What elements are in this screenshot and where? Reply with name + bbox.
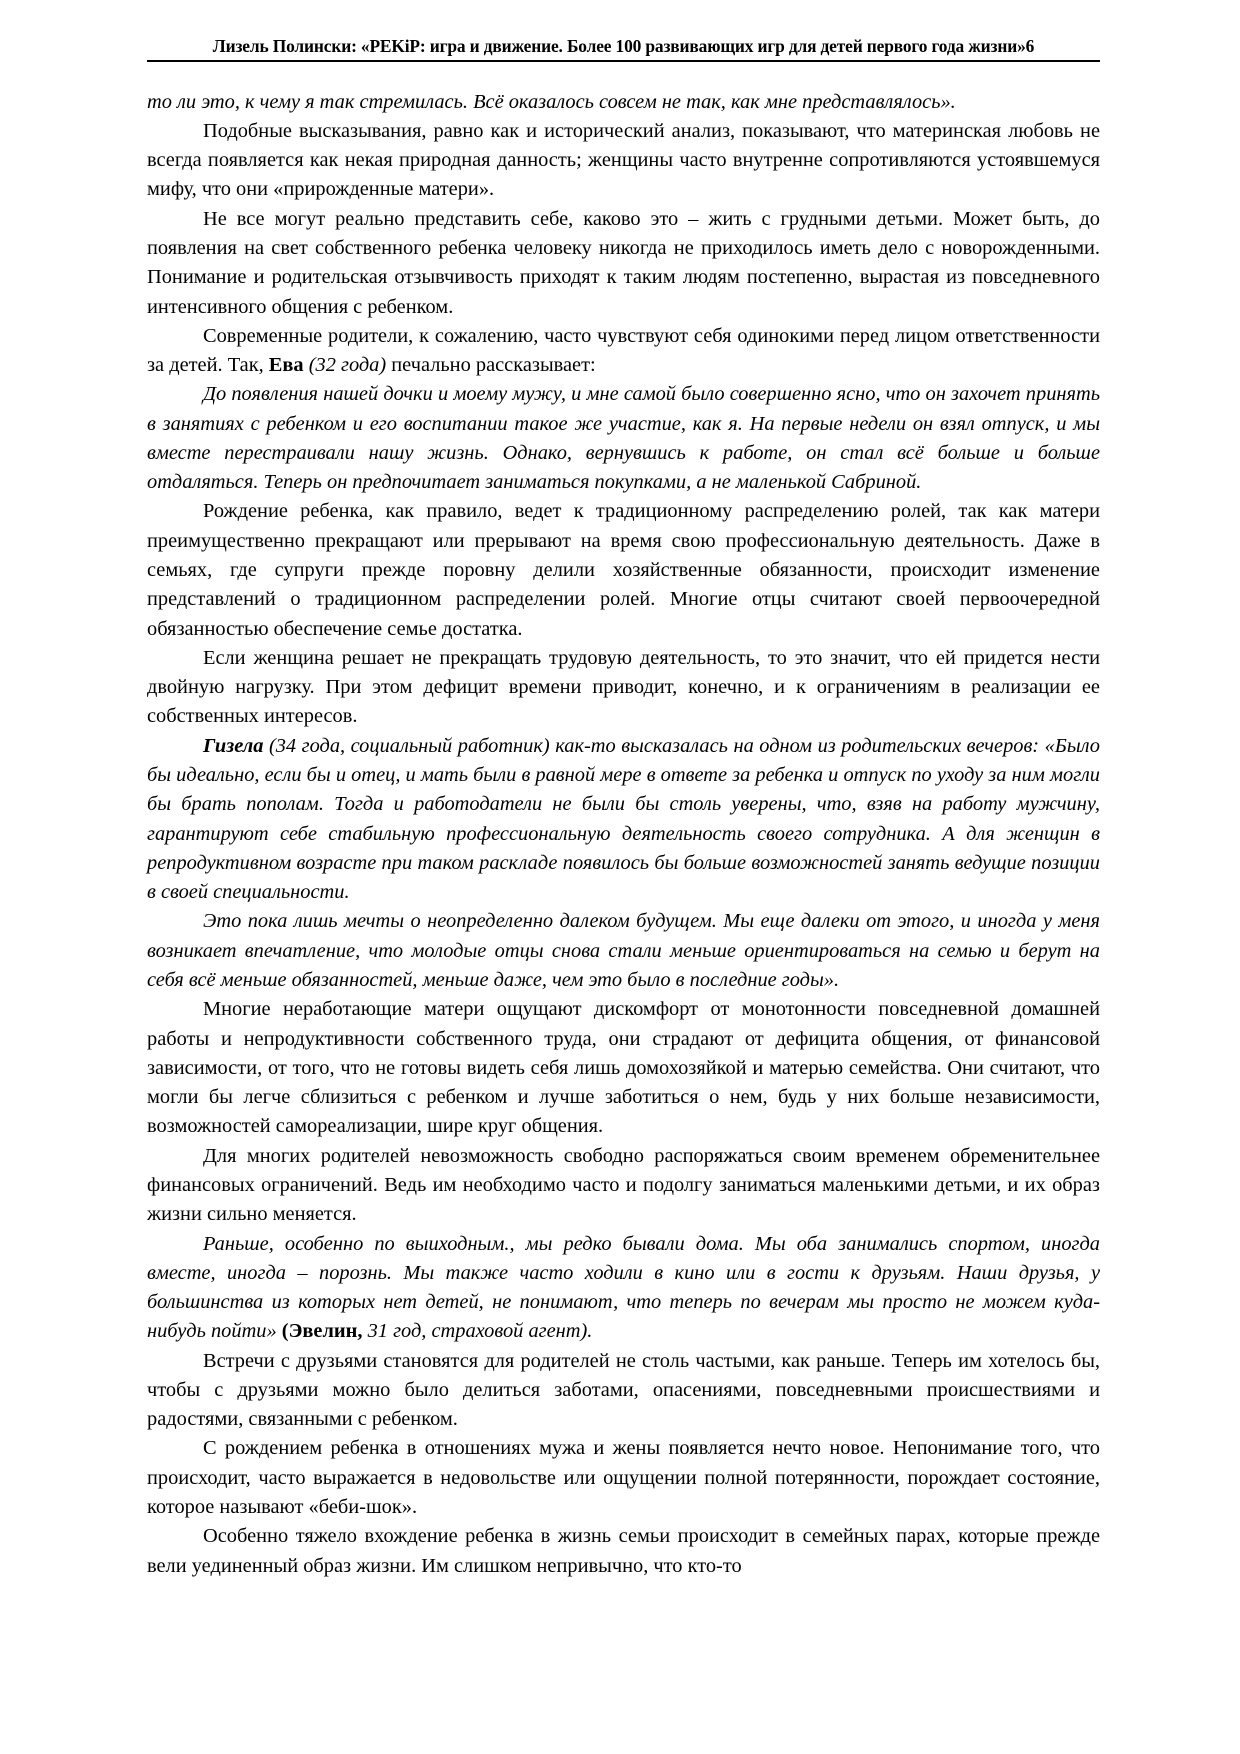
document-body bbox=[147, 88, 1100, 1581]
running-header-text bbox=[147, 36, 1100, 57]
gisela-quote-body: как-то высказалась на одном из родительских вечеров: «Было бы идеально, если бы и отец, и мать были в равной мере в ответе за ребенка и отпуск по уходу за ним могли бы брать пополам. Тогда и работодатели не были бы столь уверены, что, взяв на работу мужчину, гарантируют себе стабильную профессиональную деятельность своего сотрудника. А для женщин в репродуктивном возрасте при таком раскладе появилось бы больше возможностей занять ведущие позиции в своей специальности. bbox=[147, 734, 1100, 904]
speaker-age-gisela: (34 года, социальный работник) bbox=[263, 734, 550, 757]
paragraph-quote-eva: До появления нашей дочки и моему мужу, и мне самой было совершенно ясно, что он захочет принять в занятиях с ребенком и его воспитании такое же участие, как я. На первые недели он взял отпуск, и мы вместе перестраивали нашу жизнь. Однако, вернувшись к работе, он стал всё больше и больше отдаляться. Теперь он предпочитает заниматься покупками, а не маленькой Сабриной. bbox=[147, 383, 1100, 494]
eva-intro-lead: Современные родители, к сожалению, часто чувствуют себя одинокими перед лицом ответственности за детей. Так, bbox=[147, 324, 1100, 377]
paragraph-similar-statements: Подобные высказывания, равно как и исторический анализ, показывают, что материнская любовь не всегда появляется как некая природная данность; женщины часто внутренне сопротивляются устоявшемуся мифу, что они «прирожденные матери». bbox=[147, 119, 1100, 201]
evelyn-quote-body: Раньше, особенно по выиходным., мы редко бывали дома. Мы оба занимались спортом, иногда вместе, иногда – порознь. Мы также часто ходили в кино или в гости к друзьям. Наши друзья, у большинства из которых нет детей, не понимают, что теперь по вечерам мы просто не можем куда-нибудь пойти» bbox=[147, 1232, 1100, 1343]
paragraph-nonworking-mothers: Многие неработающие матери ощущают дискомфорт от монотонности повседневной домашней работы и непродуктивности собственного труда, они страдают от дефицита общения, от финансовой зависимости, от того, что не готовы видеть себя лишь домохозяйкой и матерью семейства. Они считают, что могли бы легче сблизиться с ребенком и лучше заботиться о нем, будь у них больше независимости, возможностей самореализации, шире круг общения. bbox=[147, 998, 1100, 1138]
paragraph-time-constraints: Для многих родителей невозможность свободно распоряжаться своим временем обременительнее финансовых ограничений. Ведь им необходимо часто и подолгу заниматься маленькими детьми, и их образ жизни сильно меняется. bbox=[147, 1144, 1100, 1226]
speaker-name-evelyn: (Эвелин, bbox=[281, 1320, 363, 1343]
paragraph-quote-continuation: то ли это, к чему я так стремилась. Всё оказалось совсем не так, как мне представлялось». bbox=[147, 90, 956, 113]
paragraph-double-burden: Если женщина решает не прекращать трудовую деятельность, то это значит, что ей придется нести двойную нагрузку. При этом дефицит времени приводит, конечно, и к ограничениям в реализации ее собственных интересов. bbox=[147, 646, 1100, 728]
speaker-attribution-evelyn: 31 год, страховой агент). bbox=[362, 1320, 593, 1343]
paragraph-gisela-quote bbox=[147, 732, 1100, 908]
speaker-name-eva: Ева bbox=[268, 354, 304, 377]
paragraph-eva-intro bbox=[147, 322, 1100, 381]
paragraph-baby-shock: С рождением ребенка в отношениях мужа и жены появляется нечто новое. Непонимание того, что происходит, часто выражается в недовольстве или ощущении полной потерянности, порождает состояние, которое называют «беби-шок». bbox=[147, 1437, 1100, 1519]
paragraph-meeting-friends: Встречи с друзьями становятся для родителей не столь частыми, как раньше. Теперь им хотелось бы, чтобы с друзьями можно было делиться заботами, опасениями, повседневными происшествиями и радостями, связанными с ребенком. bbox=[147, 1349, 1100, 1431]
paragraph-secluded-couples: Особенно тяжело вхождение ребенка в жизнь семьи происходит в семейных парах, которые прежде вели уединенный образ жизни. Им слишком непривычно, что кто-то bbox=[147, 1525, 1100, 1577]
speaker-age-eva: (32 года) bbox=[303, 354, 387, 377]
running-header bbox=[147, 36, 1100, 62]
speaker-name-gisela: Гизела bbox=[203, 734, 264, 757]
paragraph-role-distribution: Рождение ребенка, как правило, ведет к традиционному распределению ролей, так как матери преимущественно прекращают или прерывают на время свою профессиональную деятельность. Даже в семьях, где супруги прежде поровну делили хозяйственные обязанности, происходит изменение представлений о традиционном распределении ролей. Многие отцы считают своей первоочередной обязанностью обеспечение семье достатка. bbox=[147, 500, 1100, 640]
page-number: 6 bbox=[1025, 36, 1035, 56]
paragraph-not-everyone-imagines: Не все могут реально представить себе, каково это – жить с грудными детьми. Может быть, до появления на свет собственного ребенка человеку никогда не приходилось иметь дело с новорожденными. Понимание и родительская отзывчивость приходят к таким людям постепенно, вырастая из повседневного интенсивного общения с ребенком. bbox=[147, 207, 1100, 318]
running-title: Лизель Полински: «PEKiP: игра и движение. Более 100 развивающих игр для детей первого года жизни» bbox=[212, 36, 1026, 56]
paragraph-gisela-quote-part2: Это пока лишь мечты о неопределенно далеком будущем. Мы еще далеки от этого, и иногда у меня возникает впечатление, что молодые отцы снова стали меньше ориентироваться на семью и берут на себя всё меньше обязанностей, меньше даже, чем это было в последние годы». bbox=[147, 910, 1100, 991]
paragraph-evelyn-quote bbox=[147, 1230, 1100, 1347]
eva-intro-tail: печально рассказывает: bbox=[386, 354, 596, 377]
